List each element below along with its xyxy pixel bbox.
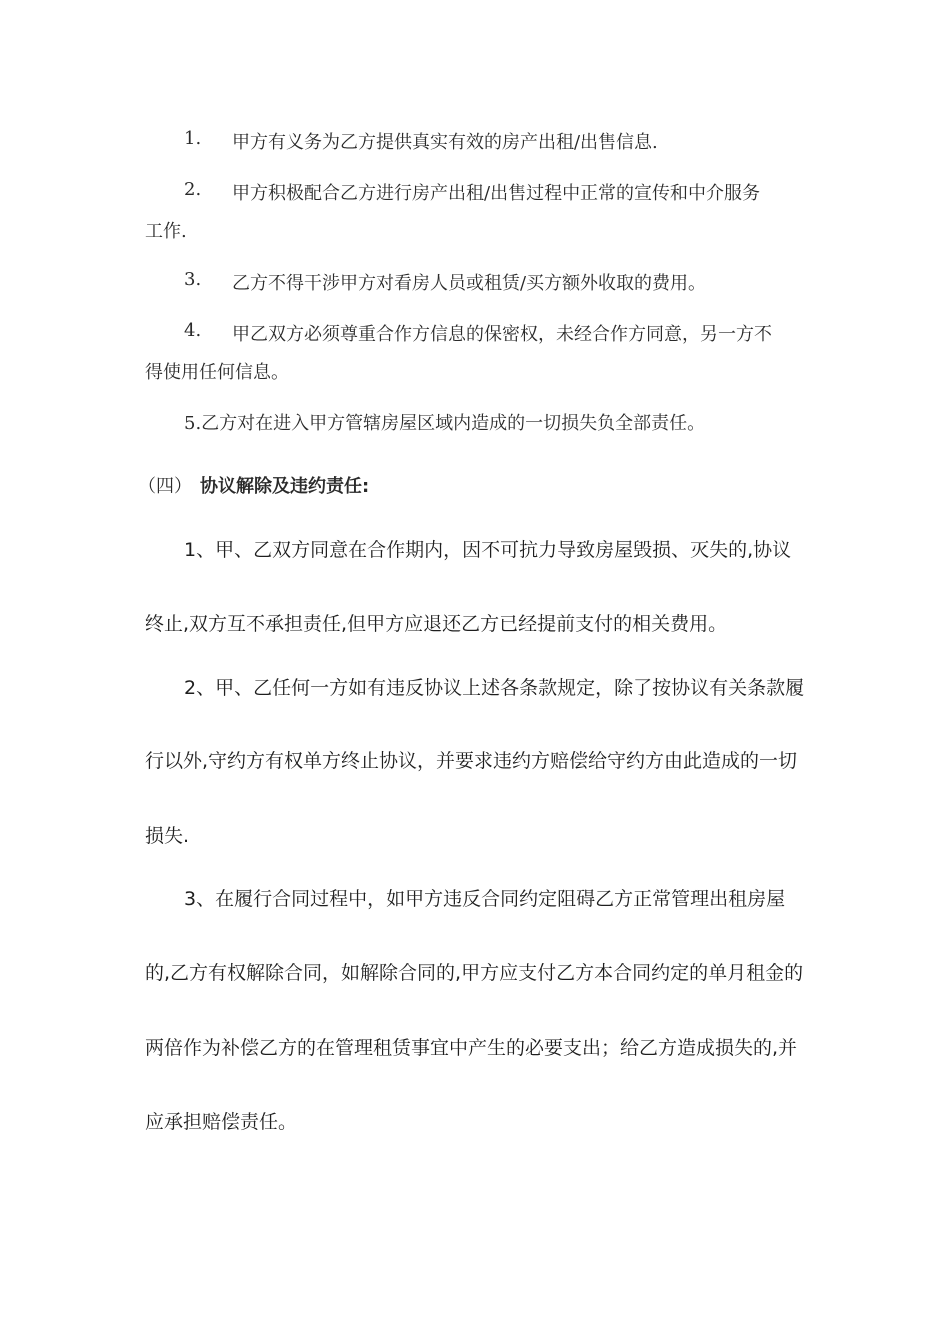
clause-1-line-1: 1、甲、乙双方同意在合作期内，因不可抗力导致房屋毁损、灭失的,协议: [184, 539, 792, 561]
section-heading-prefix: （四）: [138, 476, 192, 497]
item-1-number: 1.: [184, 128, 202, 149]
clause-2-line-3: 损失.: [145, 825, 190, 847]
item-3-number: 3.: [184, 269, 202, 290]
item-3-text: 乙方不得干涉甲方对看房人员或租赁/买方额外收取的费用。: [232, 273, 707, 294]
clause-3-line-4: 应承担赔偿责任。: [145, 1111, 298, 1133]
clause-1-line-2: 终止,双方互不承担责任,但甲方应退还乙方已经提前支付的相关费用。: [145, 613, 728, 635]
item-2-text-line2: 工作.: [145, 221, 187, 242]
clause-2-line-2: 行以外,守约方有权单方终止协议，并要求违约方赔偿给守约方由此造成的一切: [145, 750, 798, 772]
section-heading-title: 协议解除及违约责任:: [200, 476, 370, 497]
item-4-text: 甲乙双方必须尊重合作方信息的保密权，未经合作方同意，另一方不: [232, 324, 772, 345]
item-2-text: 甲方积极配合乙方进行房产出租/出售过程中正常的宣传和中介服务: [232, 183, 761, 204]
clause-2-line-1: 2、甲、乙任何一方如有违反协议上述各条款规定，除了按协议有关条款履: [184, 677, 805, 699]
item-4-number: 4.: [184, 320, 202, 341]
clause-3-line-2: 的,乙方有权解除合同，如解除合同的,甲方应支付乙方本合同约定的单月租金的: [145, 962, 804, 984]
item-1-text: 甲方有义务为乙方提供真实有效的房产出租/出售信息.: [232, 132, 658, 153]
item-5-text: 5.乙方对在进入甲方管辖房屋区域内造成的一切损失负全部责任。: [184, 413, 706, 434]
item-2-number: 2.: [184, 179, 202, 200]
clause-3-line-3: 两倍作为补偿乙方的在管理租赁事宜中产生的必要支出；给乙方造成损失的,并: [145, 1037, 798, 1059]
clause-3-line-1: 3、在履行合同过程中，如甲方违反合同约定阻碍乙方正常管理出租房屋: [184, 888, 786, 910]
item-4-text-line2: 得使用任何信息。: [145, 362, 289, 383]
